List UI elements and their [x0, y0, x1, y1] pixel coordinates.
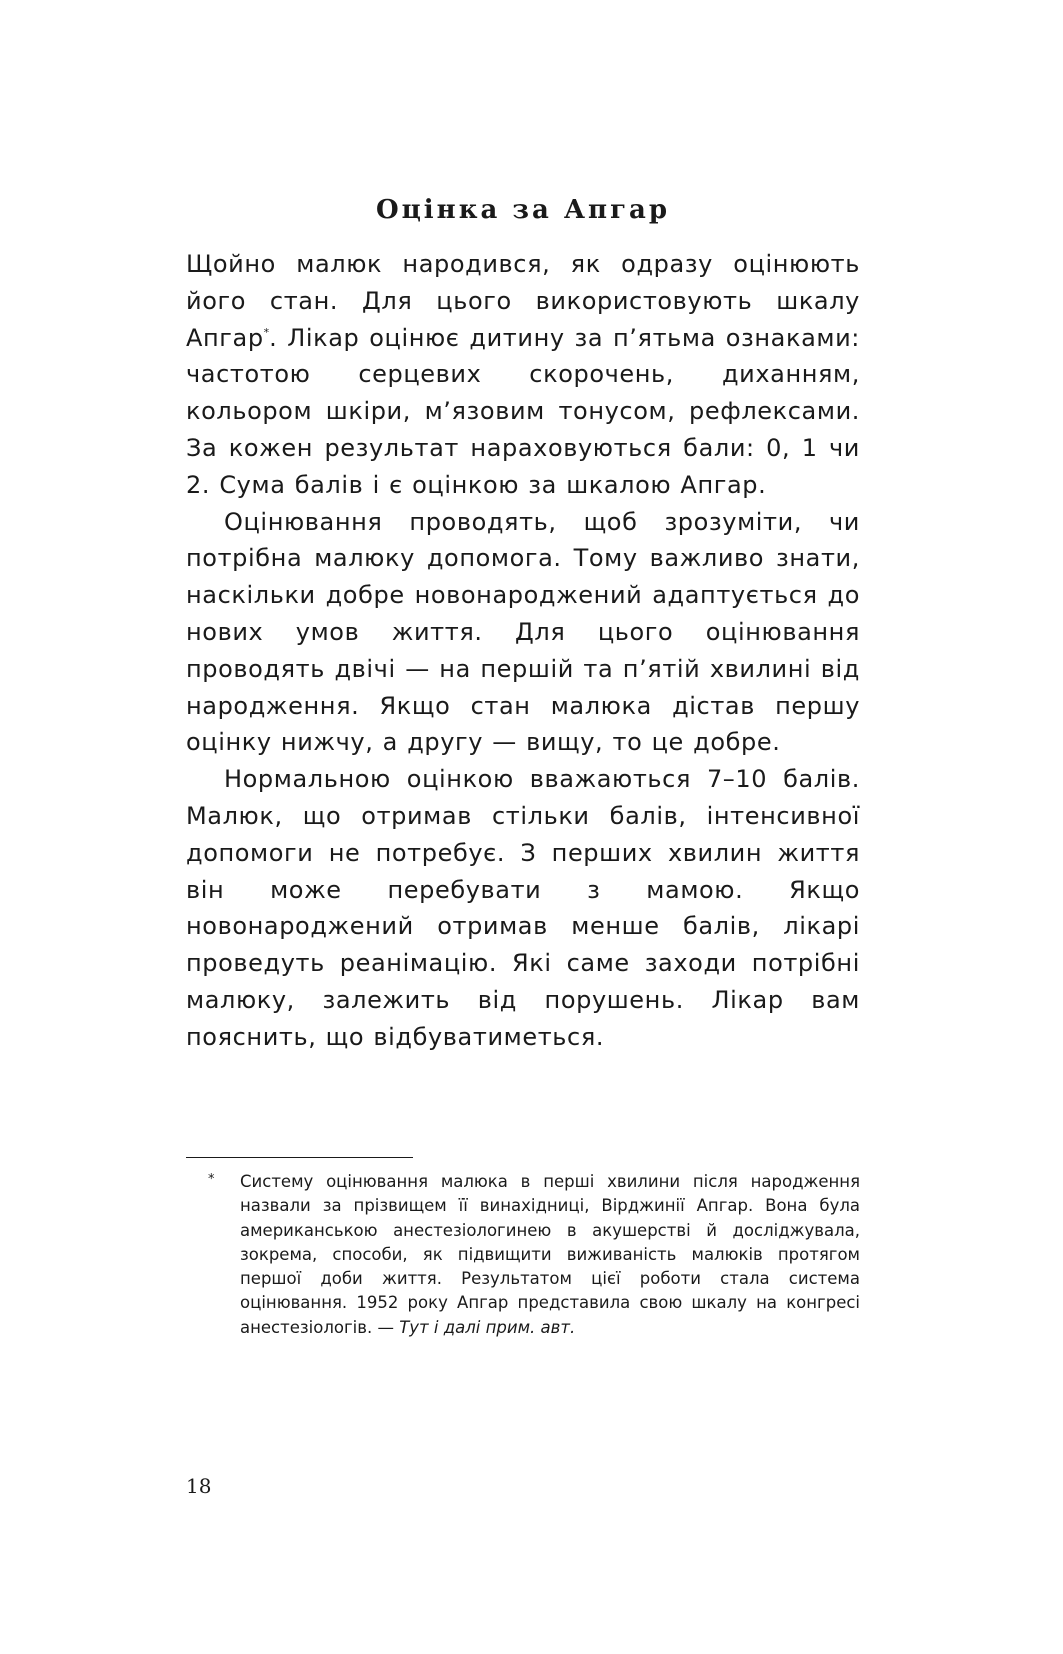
paragraph-1-end: . Лікар оцінює дитину за п’ятьма ознаками: частотою серцевих скорочень, диханням, кольором шкіри, м’язовим тонусом, рефлексами. За кожен результат нараховуються бали: 0, 1 чи 2. Сума балів і є оцінкою за шкалою Апгар.	[186, 323, 860, 499]
body-text	[186, 246, 860, 1056]
footnote-reference-mark[interactable]: *	[263, 325, 270, 339]
paragraph-1-start: Щойно малюк народився, як одразу оцінюють його стан. Для цього використовують шкалу Апгар	[186, 250, 860, 352]
footnote-divider	[186, 1157, 413, 1158]
chapter-heading: Оцінка за Апгар	[375, 195, 671, 225]
footnote-author-note: Тут і далі прим. авт.	[399, 1317, 576, 1337]
footnote-marker: *	[208, 1172, 215, 1187]
footnote	[186, 1170, 860, 1340]
footnote-body: Систему оцінювання малюка в перші хвилини після народження назвали за прізвищем її винахідниці, Вірджинії Апгар. Вона була американською анестезіологинею в акушерстві й досліджувала, зокрема, способи, як підвищити виживаність малюків протягом першої доби життя. Результатом цієї роботи стала система оцінювання. 1952 року Апгар представила свою шкалу на конгресі анестезіологів. —	[240, 1172, 860, 1337]
paragraph-2: Оцінювання проводять, щоб зрозуміти, чи потрібна малюку допомога. Тому важливо знати, наскільки добре новонароджений адаптується до нових умов життя. Для цього оцінювання проводять двічі — на першій та п’ятій хвилині від народження. Якщо стан малюка дістав першу оцінку нижчу, а другу — вищу, то це добре.	[186, 507, 860, 757]
paragraph-1	[186, 246, 860, 504]
paragraph-3: Нормальною оцінкою вважаються 7–10 балів. Малюк, що отримав стільки балів, інтенсивної допомоги не потребує. З перших хвилин життя він може перебувати з мамою. Якщо новонароджений отримав менше балів, лікарі проведуть реанімацію. Які саме заходи потрібні малюку, залежить від порушень. Лікар вам пояснить, що відбуватиметься.	[186, 765, 860, 1051]
footnote-text	[186, 1170, 860, 1340]
page-number: 18	[186, 1474, 212, 1498]
